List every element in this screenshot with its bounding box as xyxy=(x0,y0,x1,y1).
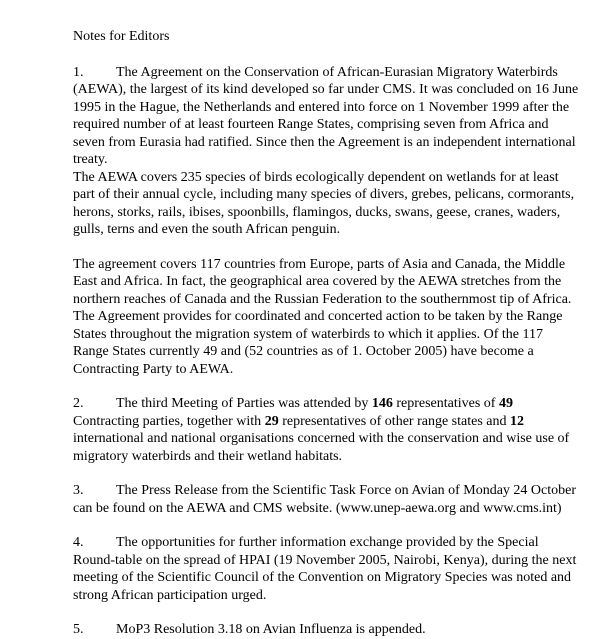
note-2-number: 2. xyxy=(73,396,84,411)
note-4 xyxy=(73,534,580,604)
note-2-seg-7: 12 xyxy=(509,413,524,429)
note-1-number: 1. xyxy=(73,64,84,80)
note-4-text: The opportunities for further information exchange provided by the Special Round-table on the spread of HPAI (19 November 2005, Nairobi, Kenya), during the next meeting of the Scientific Council of the Convention on Migratory Species was noted and strong African participation urged. xyxy=(73,535,577,603)
note-1-paragraph-3: The agreement covers 117 countries from Europe, parts of Asia and Canada, the Middle East and Africa. In fact, the geographical area covered by the AEWA stretches from the northern reaches of Canada and the Russian Federation to the southernmost tip of Africa. The Agreement provides for coordinated and concerted action to be taken by the Range States throughout the migration system of waterbirds to which it applies. Of the 117 Range States currently 49 and (52 countries as of 1. October 2005) have become a Contracting Party to AEWA. xyxy=(73,256,572,377)
note-2-seg-8: international and national organisations concerned with the conservation and wise use of migratory waterbirds and their wetland habitats. xyxy=(73,431,570,464)
note-1-paragraph-1: The Agreement on the Conservation of African-Eurasian Migratory Waterbirds (AEWA), the largest of its kind developed so far under CMS. It was concluded on 16 June 1995 in the Hague, the Netherlands and entered into force on 1 November 1999 after the required number of at least fourteen Range States, comprising seven from Africa and seven from Eurasia had ratified. Since then the Agreement is an independent international treaty. xyxy=(73,64,579,167)
notes-heading: Notes for Editors xyxy=(73,29,170,44)
note-5-number: 5. xyxy=(73,622,84,637)
note-5-text: MoP3 Resolution 3.18 on Avian Influenza is appended. xyxy=(116,622,426,637)
note-2-seg-1: 146 xyxy=(371,396,393,411)
note-1 xyxy=(73,64,580,169)
note-3 xyxy=(73,482,580,517)
note-3-text: The Press Release from the Scientific Task Force on Avian of Monday 24 October can be found on the AEWA and CMS website. (www.unep-aewa.org and www.cms.int) xyxy=(73,483,576,516)
note-1-paragraph-2: The AEWA covers 235 species of birds ecologically dependent on wetlands for at least part of their annual cycle, including many species of divers, grebes, pelicans, cormorants, herons, storks, rails, ibises, spoonbills, flamingos, ducks, swans, geese, cranes, waders, gulls, terns and even the south African penguin. xyxy=(73,169,575,237)
note-2-seg-4: Contracting parties, together with xyxy=(73,413,265,429)
note-5 xyxy=(73,621,580,639)
note-4-number: 4. xyxy=(73,535,84,550)
note-2-seg-0: The third Meeting of Parties was attended by xyxy=(116,396,372,411)
note-2 xyxy=(73,395,580,465)
note-2-seg-2: representatives of xyxy=(392,396,499,411)
note-2-seg-6: representatives of other range states and xyxy=(278,413,510,429)
note-2-seg-3: 49 xyxy=(498,396,513,411)
note-3-number: 3. xyxy=(73,483,84,498)
note-2-seg-5: 29 xyxy=(264,413,279,429)
